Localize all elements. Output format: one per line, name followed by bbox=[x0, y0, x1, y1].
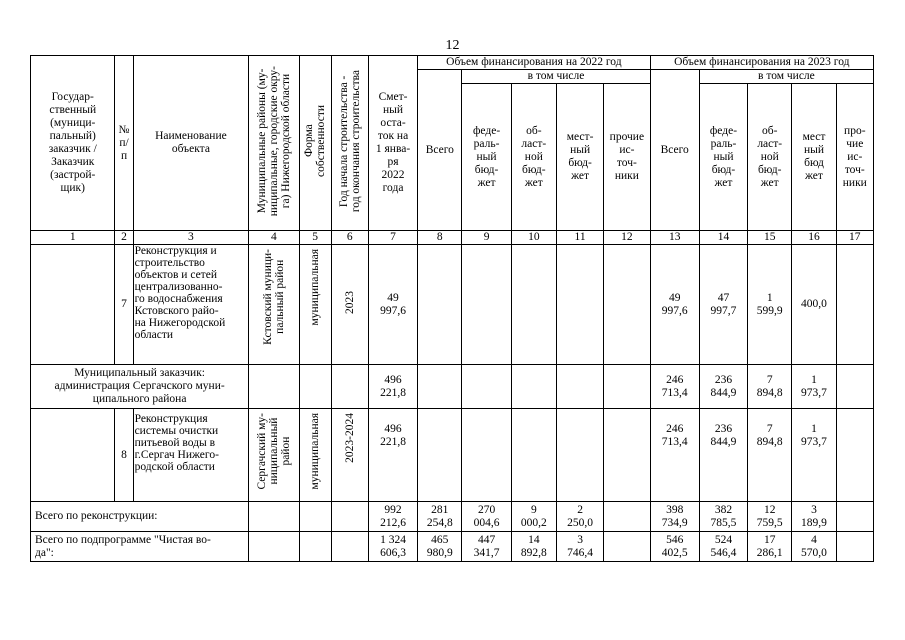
ownership-cell bbox=[299, 245, 331, 365]
federal-2023: 236 844,9 bbox=[699, 409, 747, 502]
federal-2023: 236 844,9 bbox=[699, 365, 747, 409]
years-cell bbox=[331, 409, 368, 502]
years-cell bbox=[331, 245, 368, 365]
header-districts-cell bbox=[249, 56, 299, 231]
header-ownership-cell bbox=[299, 56, 331, 231]
object-name: Реконструкция и строительство объектов и сетей централизованно- го водоснабжения Кстовского райо- на Нижегородской области bbox=[133, 245, 249, 365]
total-c11: 2 250,0 bbox=[556, 502, 603, 532]
ownership: муниципальная bbox=[309, 413, 322, 490]
remainder: 49 997,6 bbox=[368, 245, 417, 365]
header-incl-2022: в том числе bbox=[462, 70, 650, 84]
total-sub-label: Всего по подпрограмме "Чистая во- да": bbox=[31, 532, 249, 562]
header-num: № п/п bbox=[115, 56, 133, 231]
object-name: Реконструкция системы очистки питьевой воды в г.Сергач Нижего- родской области bbox=[133, 409, 249, 502]
col-number: 3 bbox=[133, 231, 249, 245]
total-recon-label: Всего по реконструкции: bbox=[31, 502, 249, 532]
total-c9: 270 004,6 bbox=[462, 502, 511, 532]
sub-c9: 447 341,7 bbox=[462, 532, 511, 562]
header-ownership: Форма собственности bbox=[303, 105, 328, 177]
sub-c15: 17 286,1 bbox=[748, 532, 792, 562]
financing-table bbox=[30, 55, 874, 562]
sub-c10: 14 892,8 bbox=[511, 532, 556, 562]
local-2023: 400,0 bbox=[792, 245, 836, 365]
col-number: 6 bbox=[331, 231, 368, 245]
col-number: 5 bbox=[299, 231, 331, 245]
header-fin-2022: Объем финансирования на 2022 год bbox=[418, 56, 650, 70]
total-c8: 281 254,8 bbox=[418, 502, 462, 532]
ownership: муниципальная bbox=[309, 249, 322, 326]
col-number: 7 bbox=[368, 231, 417, 245]
table-row bbox=[31, 365, 874, 409]
header-years-cell bbox=[331, 56, 368, 231]
remainder: 496 221,8 bbox=[368, 409, 417, 502]
regional-2023: 7 894,8 bbox=[748, 365, 792, 409]
column-number-row bbox=[31, 231, 874, 245]
total-2023: 246 713,4 bbox=[650, 409, 699, 502]
col-number: 1 bbox=[31, 231, 115, 245]
page-number: 12 bbox=[445, 38, 460, 53]
col-number: 16 bbox=[792, 231, 836, 245]
total-c15: 12 759,5 bbox=[748, 502, 792, 532]
table-row bbox=[31, 409, 874, 502]
sub-c11: 3 746,4 bbox=[556, 532, 603, 562]
district: Сергачский му- ниципальный район bbox=[255, 413, 292, 490]
row-number: 7 bbox=[115, 245, 133, 365]
header-regional-2023: об- ласт- ной бюд- жет bbox=[748, 84, 792, 231]
district-cell bbox=[249, 409, 299, 502]
header-incl-2023: в том числе bbox=[699, 70, 873, 84]
sub-c13: 546 402,5 bbox=[650, 532, 699, 562]
col-number: 2 bbox=[115, 231, 133, 245]
col-number: 10 bbox=[511, 231, 556, 245]
header-remainder: Смет- ный оста- ток на 1 янва- ря 2022 года bbox=[368, 56, 417, 231]
header-local-2023: мест ный бюд жет bbox=[792, 84, 836, 231]
col-number: 13 bbox=[650, 231, 699, 245]
col-number: 14 bbox=[699, 231, 747, 245]
sub-c16: 4 570,0 bbox=[792, 532, 836, 562]
local-2023: 1 973,7 bbox=[792, 365, 836, 409]
header-regional-2022: об- ласт- ной бюд- жет bbox=[511, 84, 556, 231]
table-row bbox=[31, 532, 874, 562]
customer-label: Муниципальный заказчик: администрация Сергачского муни- ципального района bbox=[31, 365, 249, 409]
total-c10: 9 000,2 bbox=[511, 502, 556, 532]
col-number: 11 bbox=[556, 231, 603, 245]
header-customer: Государ- ственный (муници- пальный) заказчик / Заказчик (застрой- щик) bbox=[31, 56, 115, 231]
col-number: 8 bbox=[418, 231, 462, 245]
total-2023: 246 713,4 bbox=[650, 365, 699, 409]
total-c14: 382 785,5 bbox=[699, 502, 747, 532]
total-c7: 992 212,6 bbox=[368, 502, 417, 532]
federal-2023: 47 997,7 bbox=[699, 245, 747, 365]
header-federal-2022: феде- раль- ный бюд- жет bbox=[462, 84, 511, 231]
sub-c14: 524 546,4 bbox=[699, 532, 747, 562]
header-local-2022: мест- ный бюд- жет bbox=[556, 84, 603, 231]
local-2023: 1 973,7 bbox=[792, 409, 836, 502]
header-total-2022: Всего bbox=[418, 70, 462, 231]
years: 2023-2024 bbox=[343, 413, 356, 463]
header-years: Год начала строительства - год окончания строительства bbox=[337, 69, 362, 213]
total-c13: 398 734,9 bbox=[650, 502, 699, 532]
header-object-name: Наименование объекта bbox=[133, 56, 249, 231]
district: Кстовский муници- пальный район bbox=[261, 249, 286, 345]
regional-2023: 1 599,9 bbox=[748, 245, 792, 365]
sub-c7: 1 324 606,3 bbox=[368, 532, 417, 562]
total-2023: 49 997,6 bbox=[650, 245, 699, 365]
ownership-cell bbox=[299, 409, 331, 502]
row-number: 8 bbox=[115, 409, 133, 502]
regional-2023: 7 894,8 bbox=[748, 409, 792, 502]
col-number: 17 bbox=[836, 231, 873, 245]
header-total-2023: Всего bbox=[650, 70, 699, 231]
table-row bbox=[31, 502, 874, 532]
header-fin-2023: Объем финансирования на 2023 год bbox=[650, 56, 873, 70]
table-row bbox=[31, 245, 874, 365]
years: 2023 bbox=[343, 291, 356, 314]
remainder: 496 221,8 bbox=[368, 365, 417, 409]
col-number: 15 bbox=[748, 231, 792, 245]
header-other-2023: про- чие ис- точ- ники bbox=[836, 84, 873, 231]
col-number: 9 bbox=[462, 231, 511, 245]
total-c16: 3 189,9 bbox=[792, 502, 836, 532]
header-other-2022: прочие ис- точ- ники bbox=[604, 84, 650, 231]
col-number: 12 bbox=[604, 231, 650, 245]
header-federal-2023: феде- раль- ный бюд- жет bbox=[699, 84, 747, 231]
district-cell bbox=[249, 245, 299, 365]
header-districts: Муниципальные районы (му- ниципальные, городские окру- га) Нижегородской области bbox=[255, 65, 292, 217]
sub-c8: 465 980,9 bbox=[418, 532, 462, 562]
col-number: 4 bbox=[249, 231, 299, 245]
